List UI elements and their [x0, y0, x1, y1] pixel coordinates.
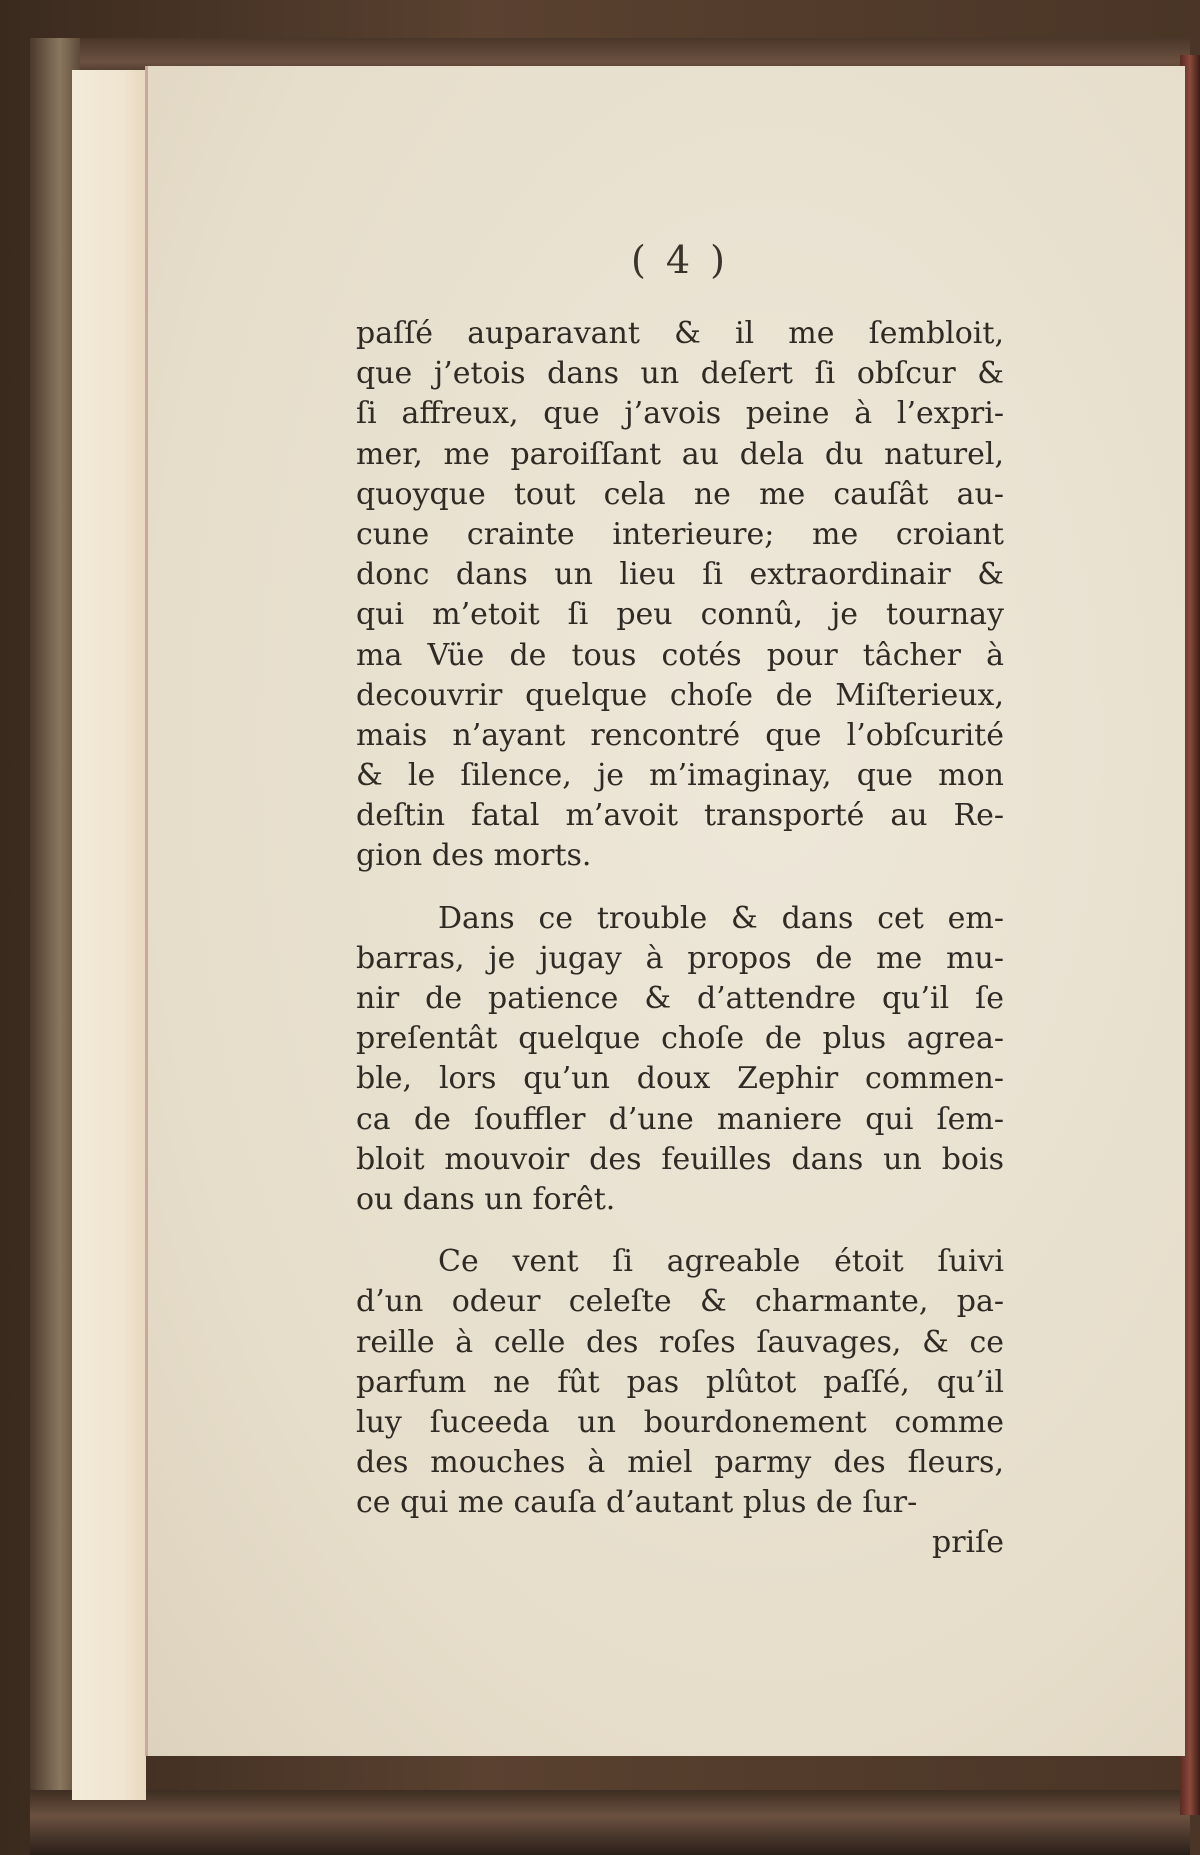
facing-page-edge [72, 70, 146, 1800]
paragraph [356, 899, 1004, 1221]
text-line: ca de ſouffler d’une maniere qui ſem- [356, 1101, 1004, 1137]
text-line: des mouches à miel parmy des fleurs, [356, 1445, 1004, 1481]
text-line: barras, je jugay à propos de me mu- [356, 940, 1004, 976]
text-line: mais n’ayant rencontré que l’obſcurité [356, 717, 1004, 753]
text-line: bloit mouvoir des feuilles dans un bois [356, 1141, 1004, 1177]
paragraph [356, 1242, 1004, 1523]
text-line: ſi affreux, que j’avois peine à l’expri- [356, 396, 1004, 432]
text-line: decouvrir quelque choſe de Miſterieux, [356, 677, 1004, 713]
text-line: luy ſuceeda un bourdonement comme [356, 1404, 1004, 1440]
text-line: quoyque tout cela ne me cauſât au- [356, 476, 1004, 512]
text-line: cune crainte interieure; me croiant [356, 516, 1004, 552]
text-line: nir de patience & d’attendre qu’il ſe [356, 981, 1004, 1016]
catchword: priſe [932, 1525, 1004, 1561]
text-line: mer, me paroiſſant au dela du naturel, [356, 436, 1004, 472]
text-line: reille à celle des roſes ſauvages, & ce [356, 1324, 1004, 1360]
paragraph-gap [356, 877, 1004, 899]
book-cover-bottom-edge [30, 1790, 1190, 1855]
text-line: d’un odeur celeſte & charmante, pa- [356, 1284, 1004, 1320]
text-line: ce qui me cauſa d’autant plus de ſur- [356, 1485, 918, 1521]
text-line: parfum ne fût pas plûtot paſſé, qu’il [356, 1364, 1004, 1400]
text-line: paſſé auparavant & il me ſembloit, [356, 316, 1004, 351]
text-line: qui m’etoit ſi peu connû, je tournay [356, 597, 1004, 633]
text-line: donc dans un lieu ſi extraordinair & [356, 557, 1004, 593]
text-line: preſentât quelque choſe de plus agrea- [356, 1021, 1004, 1057]
body-text [356, 314, 1004, 1563]
text-line: que j’etois dans un deſert ſi obſcur & [356, 356, 1004, 392]
paragraph-gap [356, 1220, 1004, 1242]
paragraph [356, 314, 1004, 877]
text-line: Dans ce trouble & dans cet em- [438, 900, 1004, 936]
text-line: & le ſilence, je m’imaginay, que mon [356, 758, 1004, 794]
text-line: gion des morts. [356, 838, 592, 874]
text-line: ou dans un forêt. [356, 1181, 616, 1217]
text-line: Ce vent ſi agreable étoit ſuivi [438, 1244, 1004, 1280]
text-line: ble, lors qu’un doux Zephir commen- [356, 1061, 1004, 1097]
text-line: deſtin fatal m’avoit transporté au Re- [356, 798, 1004, 834]
text-line: ma Vüe de tous cotés pour tâcher à [356, 637, 1004, 673]
page-number: ( 4 ) [631, 238, 729, 282]
